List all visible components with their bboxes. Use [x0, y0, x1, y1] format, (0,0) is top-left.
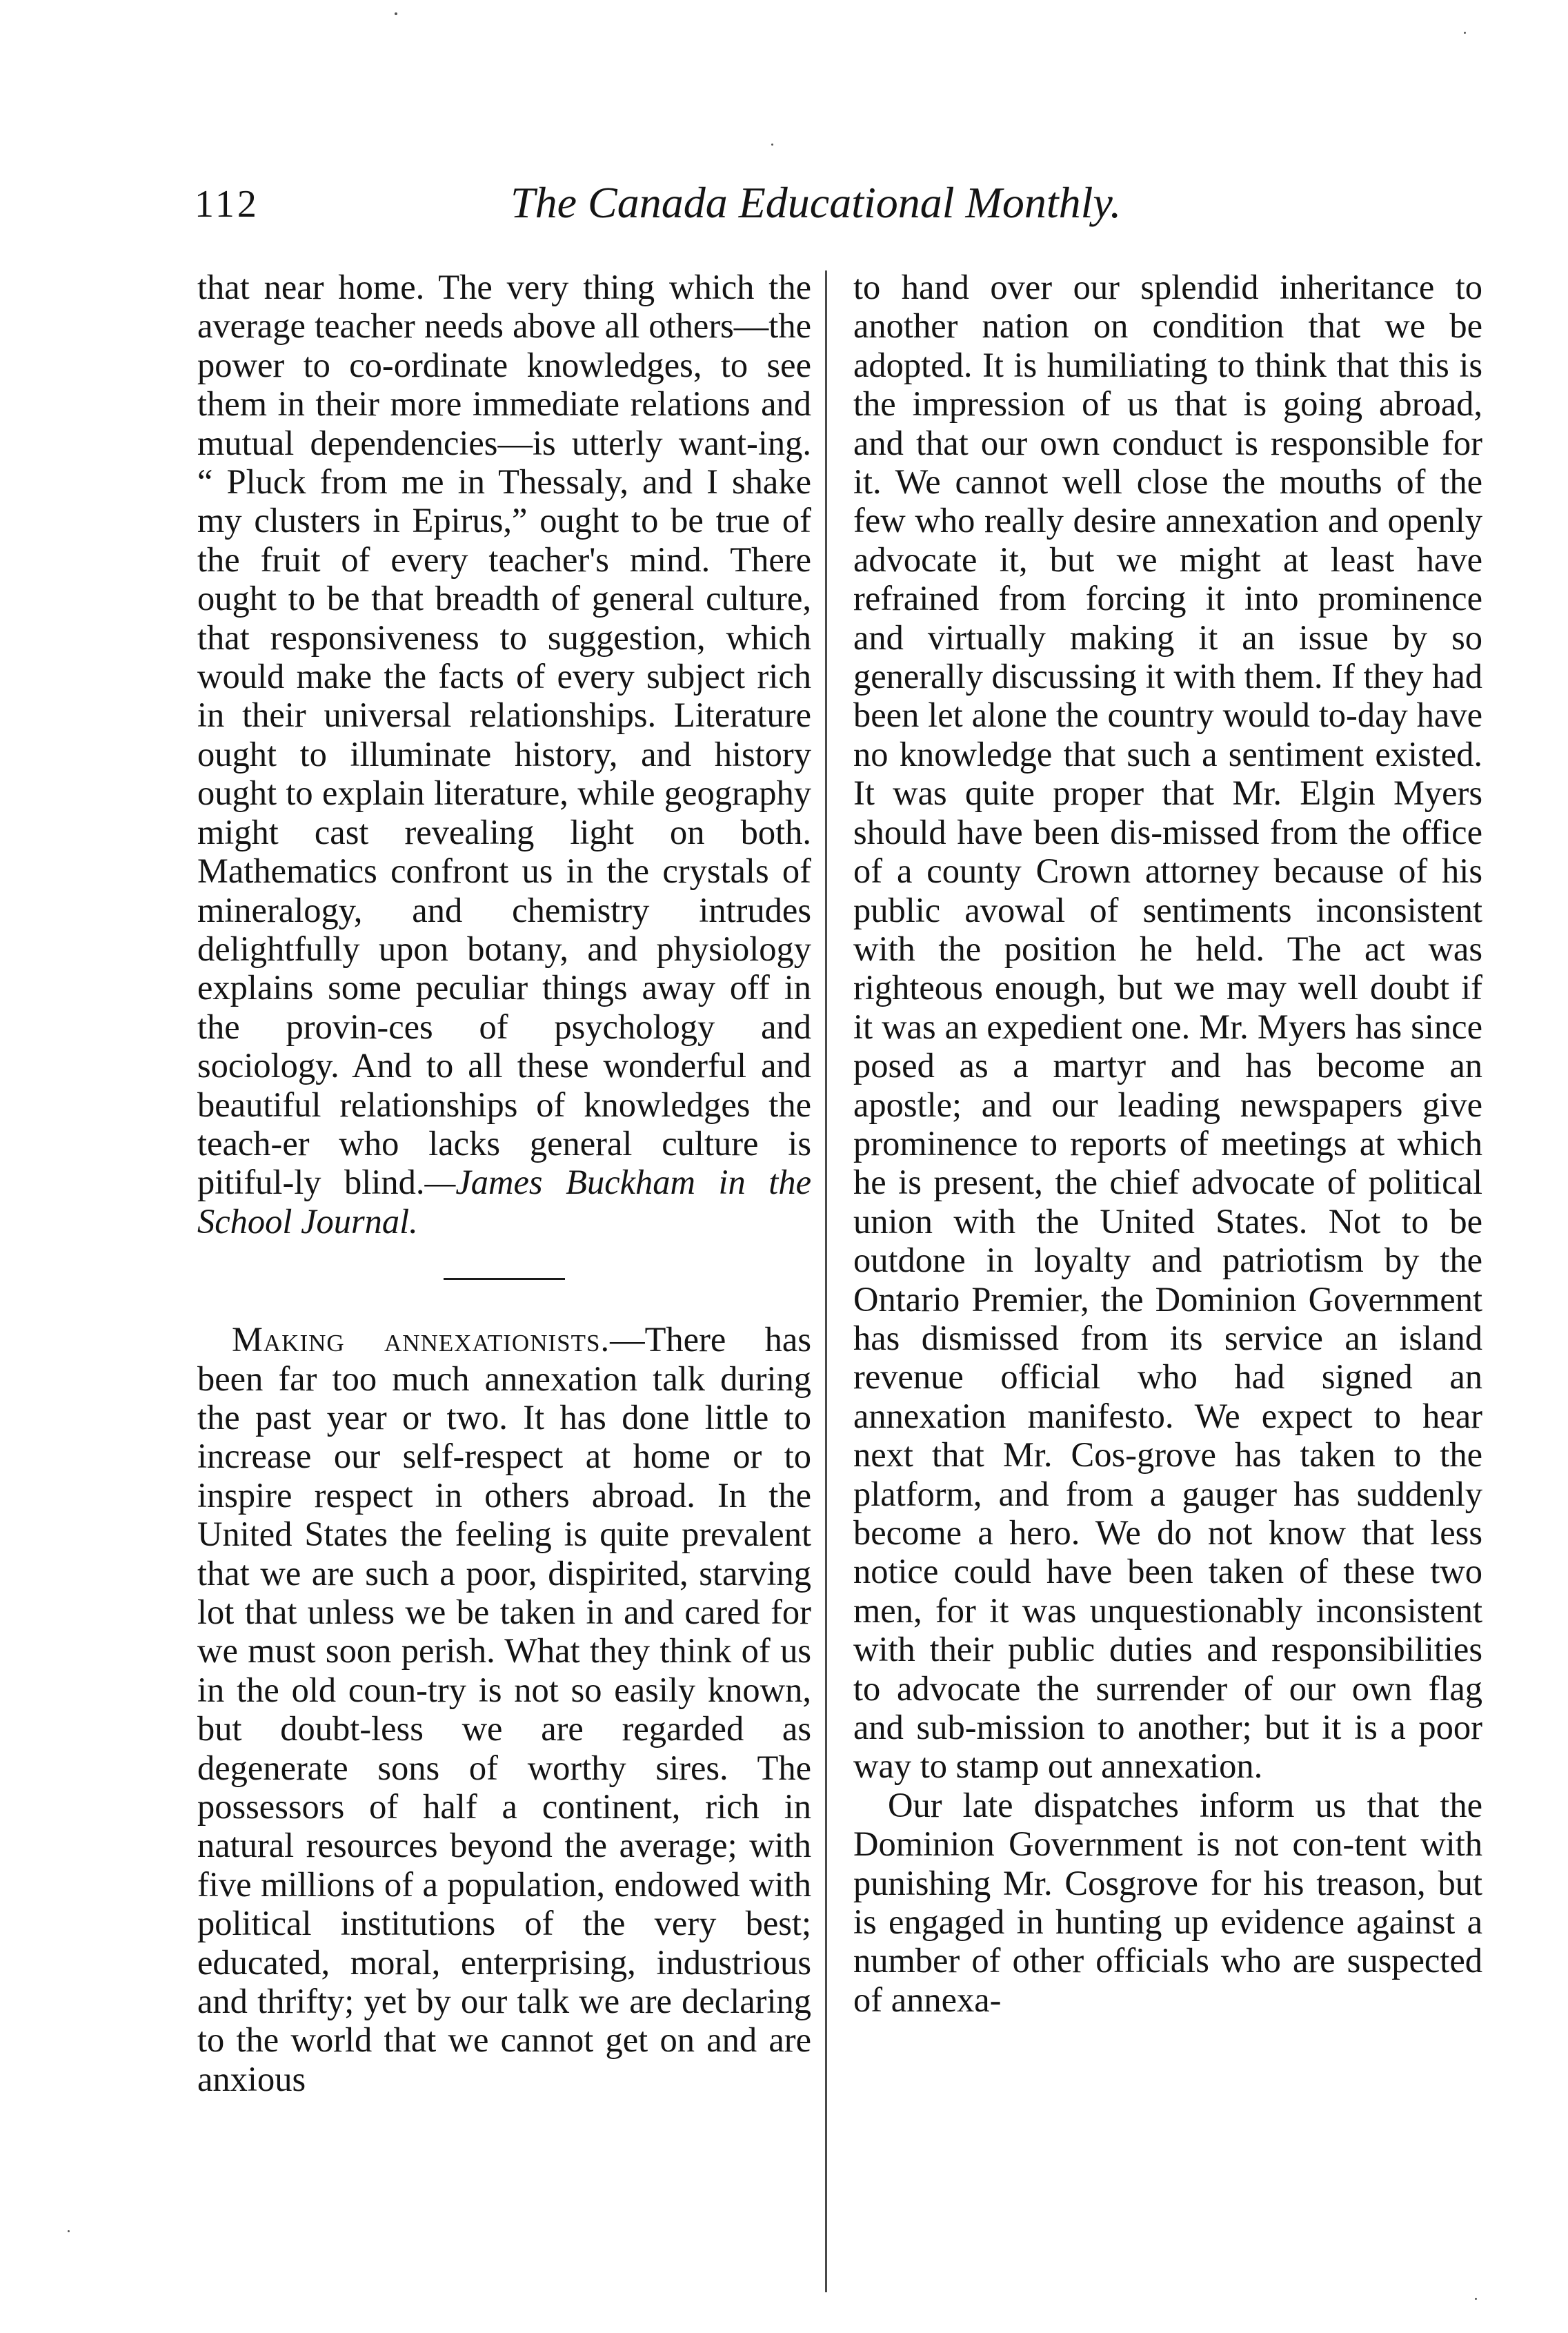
- scan-speck: [771, 144, 773, 146]
- left-paragraph-1: [197, 268, 811, 1241]
- page-number: 112: [195, 183, 259, 226]
- source-attribution: —James Buckham in the School Journal.: [197, 1163, 811, 1241]
- right-column: [853, 268, 1482, 2019]
- running-title: The Canada Educational Monthly.: [510, 178, 1122, 227]
- right-paragraph-2: Our late dispatches inform us that the Dominion Government is not con-tent with punishing Mr. Cosgrove for his treason, but is engaged in hunting up evidence against a number of other officials who are suspected of annexa-: [853, 1785, 1482, 2019]
- left-paragraph-2-text: —There has been far too much annexation talk during the past year or two. It has done little to increase our self-respect at home or to inspire respect in others abroad. In the United States the feeling is quite prevalent that we are such a poor, dispirited, starving lot that unless we be taken in and cared for we must soon perish. What they think of us in the old coun-try is not so easily known, but doubt-less we are regarded as degenerate sons of worthy sires. The possessors of half a continent, rich in natural resources beyond the average; with five millions of a population, endowed with political institutions of the very best; educated, moral, enterprising, industrious and thrifty; yet by our talk we are declaring to the world that we cannot get on and are anxious: [197, 1320, 811, 2098]
- left-column: [197, 268, 811, 2098]
- section-heading: Making annexationists.: [232, 1320, 611, 1359]
- right-paragraph-1: to hand over our splendid inheritance to another nation on condition that we be adopted. It is humiliating to think that this is the impression of us that is going abroad, and that our own conduct is responsible for it. We cannot well close the mouths of the few who really desire annexation and openly advocate it, but we might at least have refrained from forcing it into prominence and virtually making it an issue by so generally discussing it with them. If they had been let alone the country would to-day have no knowledge that such a sentiment existed. It was quite proper that Mr. Elgin Myers should have been dis-missed from the office of a county Crown attorney because of his public avowal of sentiments inconsistent with the position he held. The act was righteous enough, but we may well doubt if it was an expedient one. Mr. Myers has since posed as a martyr and has become an apostle; and our leading newspapers give prominence to reports of meetings at which he is present, the chief advocate of political union with the United States. Not to be outdone in loyalty and patriotism by the Ontario Premier, the Dominion Government has dismissed from its service an island revenue official who had signed an annexation manifesto. We expect to hear next that Mr. Cos-grove has taken to the platform, and from a gauger has suddenly become a hero. We do not know that less notice could have been taken of these two men, for it was unquestionably inconsistent with their public duties and responsibilities to advocate the surrender of our own flag and sub-mission to another; but it is a poor way to stamp out annexation.: [853, 268, 1482, 1786]
- left-paragraph-1-text: that near home. The very thing which the average teacher needs above all others—the power to co-ordinate knowledges, to see them in their more immediate relations and mutual dependencies—is utterly want-ing. “ Pluck from me in Thessaly, and I shake my clusters in Epirus,” ought to be true of the fruit of every teacher's mind. There ought to be that breadth of general culture, that responsiveness to suggestion, which would make the facts of every subject rich in their universal relationships. Literature ought to illuminate history, and history ought to explain literature, while geography might cast revealing light on both. Mathematics confront us in the crystals of mineralogy, and chemistry intrudes delightfully upon botany, and physiology explains some peculiar things away off in the provin-ces of psychology and sociology. And to all these wonderful and beautiful relationships of knowledges the teach-er who lacks general culture is pitiful-ly blind.: [197, 268, 811, 1202]
- left-paragraph-2: [197, 1320, 811, 2098]
- scan-speck: [68, 2230, 70, 2232]
- section-divider: [444, 1278, 565, 1280]
- scan-speck: [1475, 2298, 1477, 2300]
- scan-speck: [1464, 32, 1466, 34]
- column-rule: [825, 270, 827, 2292]
- scan-speck: [395, 12, 397, 15]
